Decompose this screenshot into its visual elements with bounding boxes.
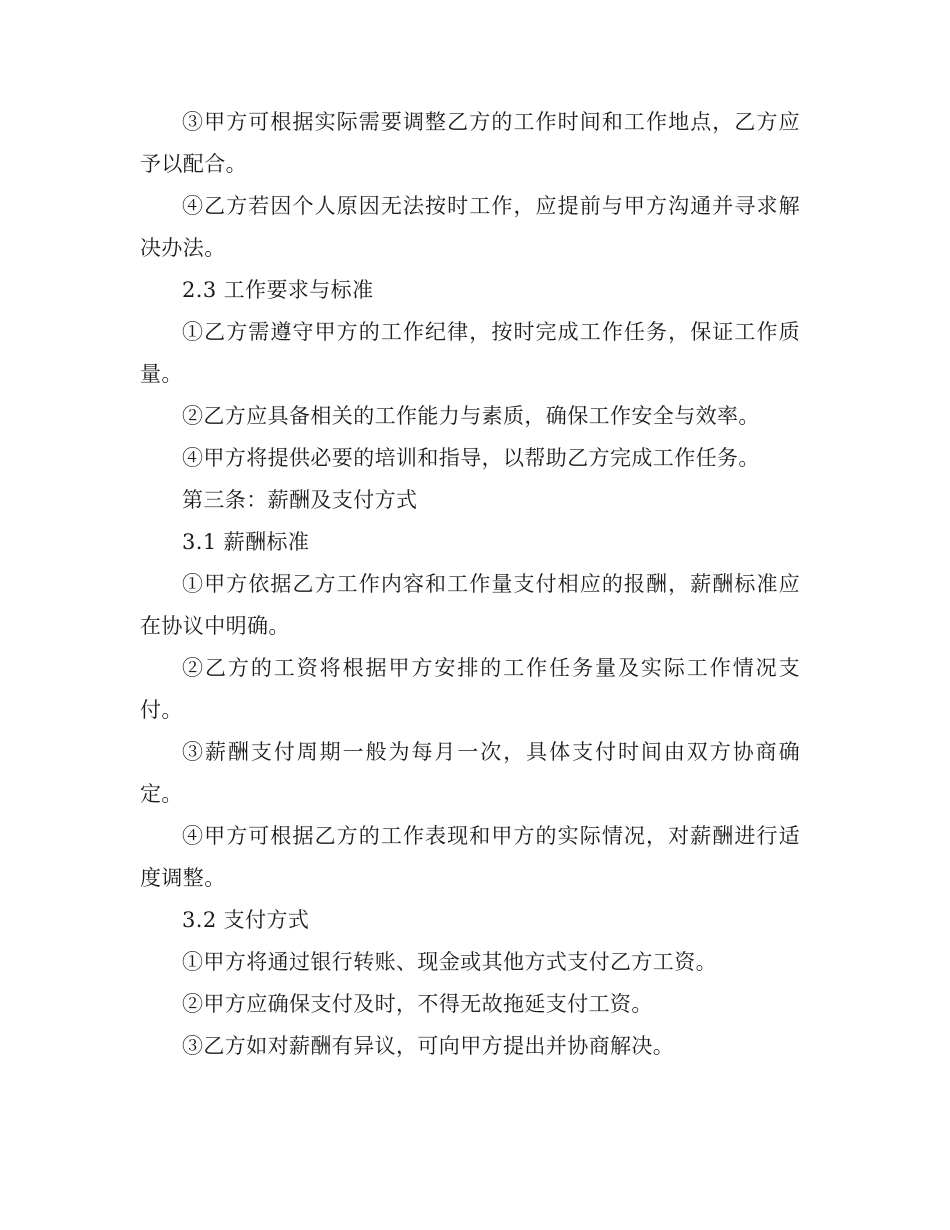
document-body <box>140 101 800 1067</box>
section-3-1-heading: 3.1 薪酬标准 <box>182 530 310 554</box>
section-2-3-heading: 2.3 工作要求与标准 <box>182 278 374 302</box>
clause-3-2-item-1: ①甲方将通过银行转账、现金或其他方式支付乙方工资。 <box>182 950 717 974</box>
clause-3-2-item-3: ③乙方如对薪酬有异议，可向甲方提出并协商解决。 <box>182 1034 675 1058</box>
clause-2-3-item-2: ②乙方应具备相关的工作能力与素质，确保工作安全与效率。 <box>182 404 760 428</box>
clause-2-3-item-1: ①乙方需遵守甲方的工作纪律，按时完成工作任务，保证工作质量。 <box>140 320 800 386</box>
clause-2-2-item-3: ③甲方可根据实际需要调整乙方的工作时间和工作地点，乙方应予以配合。 <box>140 110 800 176</box>
article-3-heading: 第三条：薪酬及支付方式 <box>182 488 418 512</box>
clause-3-1-item-2: ②乙方的工资将根据甲方安排的工作任务量及实际工作情况支付。 <box>140 656 800 722</box>
clause-3-1-item-4: ④甲方可根据乙方的工作表现和甲方的实际情况，对薪酬进行适度调整。 <box>140 824 800 890</box>
clause-3-2-item-2: ②甲方应确保支付及时，不得无故拖延支付工资。 <box>182 992 653 1016</box>
clause-2-2-item-4: ④乙方若因个人原因无法按时工作，应提前与甲方沟通并寻求解决办法。 <box>140 194 800 260</box>
clause-3-1-item-1: ①甲方依据乙方工作内容和工作量支付相应的报酬，薪酬标准应在协议中明确。 <box>140 572 800 638</box>
clause-2-3-item-4: ④甲方将提供必要的培训和指导，以帮助乙方完成工作任务。 <box>182 446 760 470</box>
section-3-2-heading: 3.2 支付方式 <box>182 908 310 932</box>
clause-3-1-item-3: ③薪酬支付周期一般为每月一次，具体支付时间由双方协商确定。 <box>140 740 800 806</box>
